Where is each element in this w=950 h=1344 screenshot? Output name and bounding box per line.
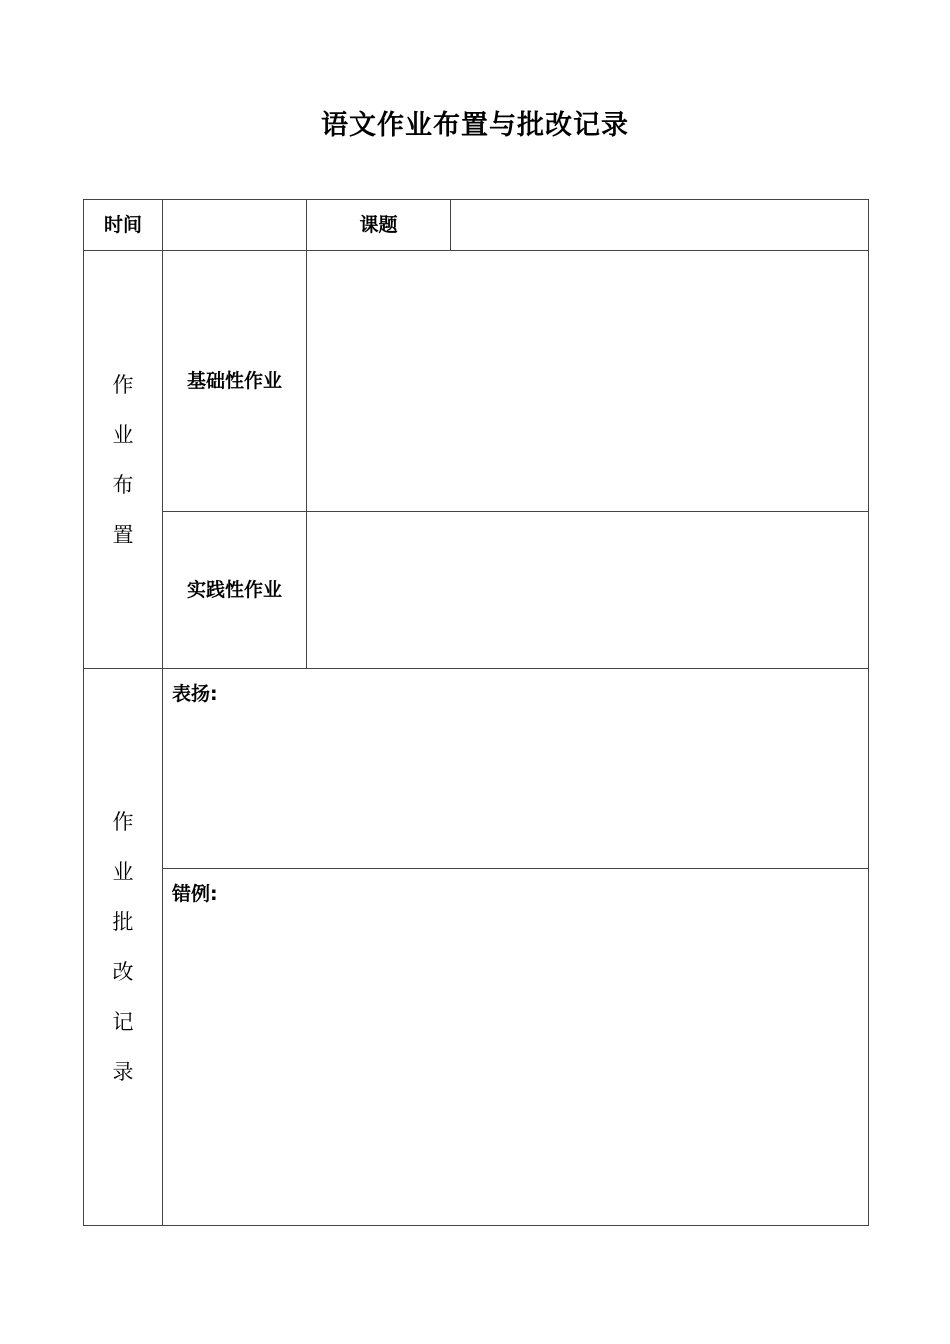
basic-homework-content[interactable] (307, 251, 869, 512)
practice-homework-label: 实践性作业 (163, 512, 307, 669)
praise-label: 表扬: (172, 683, 218, 705)
praise-row (84, 669, 869, 869)
praise-cell[interactable] (163, 669, 869, 869)
homework-record-table (83, 199, 869, 1226)
page-title: 语文作业布置与批改记录 (321, 110, 629, 141)
header-row (84, 200, 869, 251)
topic-label: 课题 (307, 200, 451, 251)
correction-section-label: 作业批改记录 (112, 810, 134, 1084)
time-label: 时间 (84, 200, 163, 251)
basic-homework-row (84, 251, 869, 512)
errors-cell[interactable] (163, 869, 869, 1226)
topic-value-cell[interactable] (451, 200, 869, 251)
practice-homework-row (84, 512, 869, 669)
practice-homework-content[interactable] (307, 512, 869, 669)
correction-section-cell (84, 669, 163, 1226)
time-value-cell[interactable] (163, 200, 307, 251)
assignment-section-label: 作业布置 (112, 372, 134, 547)
assignment-section-cell (84, 251, 163, 669)
errors-label: 错例: (172, 883, 218, 905)
errors-row (84, 869, 869, 1226)
basic-homework-label: 基础性作业 (163, 251, 307, 512)
